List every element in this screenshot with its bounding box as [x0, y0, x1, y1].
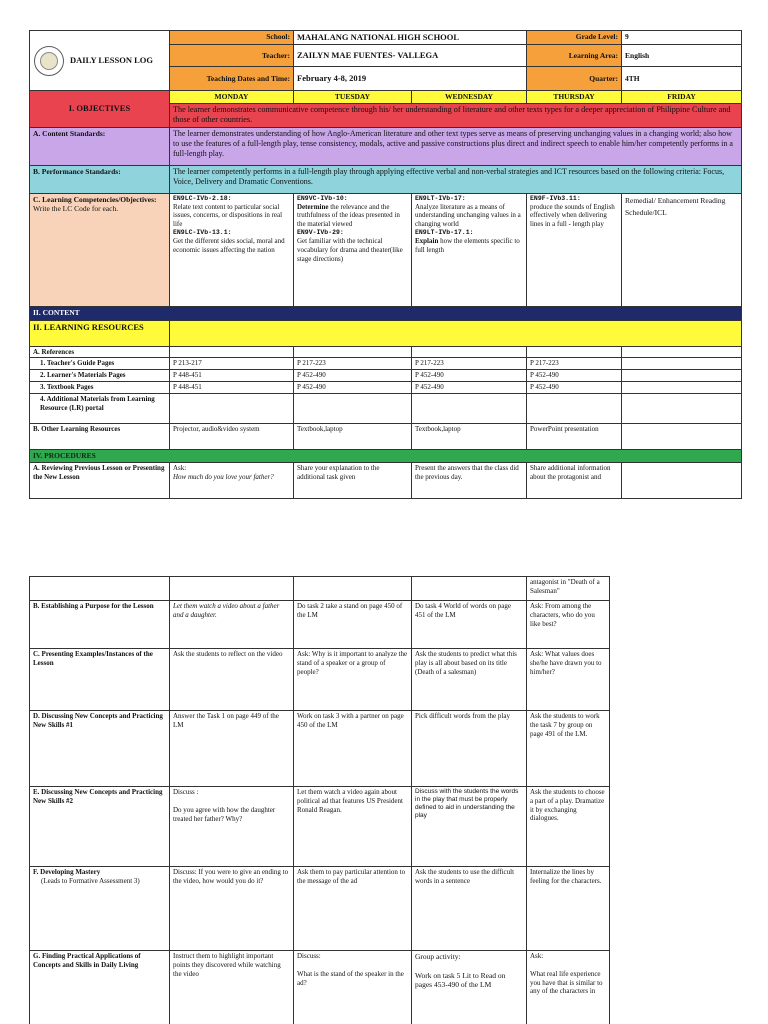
mon-code-1: EN9LC-IVb-2.18:: [173, 194, 232, 202]
lm-tue: P 452-490: [294, 370, 412, 382]
title-cell: [30, 31, 170, 91]
tue-text-1: the relevance and the truthfulness of the ideas presented in the material viewed: [297, 202, 400, 229]
mastery-sub: (Leads to Formative Assessment 3): [41, 876, 140, 885]
mastery-thu: Internalize the lines by feeling for the characters.: [527, 867, 610, 951]
area-value: English: [622, 45, 742, 67]
wed-text-2: how the elements specific to full length: [415, 237, 520, 254]
resources-heading-fill: [170, 320, 742, 346]
discuss1-label: D. Discussing New Concepts and Practicing New Skills #1: [30, 711, 170, 787]
application-wed: [412, 951, 527, 1024]
deped-seal-icon: [34, 46, 64, 76]
competencies-label: C. Learning Competencies/Objectives:: [33, 194, 157, 204]
discuss2-thu: Ask the students to choose a part of a play. Dramatize it by exchanging dialogues.: [527, 787, 610, 867]
tg-wed: P 217-223: [412, 358, 527, 370]
purpose-label: B. Establishing a Purpose for the Lesson: [30, 601, 170, 649]
review-thu-continued: antagonist in "Death of a Salesman": [527, 577, 610, 601]
thu-code-1: EN9F-IVb3.11:: [530, 194, 581, 202]
wed-code-1: EN9LT-IVb-17:: [415, 194, 466, 202]
application-tue-question: What is the stand of the speaker in the ad?: [297, 969, 404, 987]
tue-code-2: EN9V-IVb-29:: [297, 228, 344, 236]
content-standards-text: The learner demonstrates understanding of how Anglo-American literature and other text types serve as means of preserving unchanging values in a changing world; also how to use the features of a full-length play, tense consistency, modals, active and passive constructions plus direct and indirect speech to enable him/her competently performs in a full-length play.: [170, 127, 742, 165]
review-mon: [170, 462, 294, 498]
purpose-wed: Do task 4 World of words on page 451 of the LM: [412, 601, 527, 649]
mon-text-2: Get the different sides social, moral and economic issues affecting the nation: [173, 237, 285, 254]
purpose-mon: Let them watch a video about a father and a daughter.: [170, 601, 294, 649]
discuss2-label: E. Discussing New Concepts and Practicing New Skills #2: [30, 787, 170, 867]
daily-lesson-log-table-page2: [29, 576, 610, 1024]
mon-text-1: Relate text content to particular social issues, concerns, or dispositions in real life: [173, 202, 283, 229]
thu-text-1: produce the sounds of English effectively when delivering lines in a full - length play: [530, 202, 615, 229]
presenting-tue: Ask: Why is it important to analyze the stand of a speaker or a group of people?: [294, 649, 412, 711]
quarter-value: 4TH: [622, 67, 742, 91]
fri-competency: Remedial/ Enhancement Reading Schedule/ICL: [622, 193, 742, 306]
other-wed: Textbook,laptop: [412, 424, 527, 450]
tb-label: 3. Textbook Pages: [30, 382, 170, 394]
grade-label: Grade Level:: [527, 31, 622, 45]
school-label: School:: [170, 31, 294, 45]
application-thu: [527, 951, 610, 1024]
daily-lesson-log-table-page1: [29, 30, 742, 499]
mastery-mon: Discuss: If you were to give an ending to the video, how would you do it?: [170, 867, 294, 951]
mastery-wed: Ask the students to use the difficult words in a sentence: [412, 867, 527, 951]
review-tue: Share your explanation to the additional task given: [294, 462, 412, 498]
day-wednesday: WEDNESDAY: [412, 91, 527, 104]
mon-code-2: EN9LC-IVb-13.1:: [173, 228, 232, 236]
performance-standards-text: The learner competently performs in a full-length play through applying effective verbal and non-verbal strategies and ICT resources based on the following criteria: Focus, Voice, Delivery and Dramatic Conventions.: [170, 165, 742, 193]
wed-code-2: EN9LT-IVb-17.1:: [415, 228, 474, 236]
presenting-label: C. Presenting Examples/Instances of the Lesson: [30, 649, 170, 711]
review-label: A. Reviewing Previous Lesson or Presenting the New Lesson: [30, 462, 170, 498]
discuss1-mon: Answer the Task 1 on page 449 of the LM: [170, 711, 294, 787]
tue-text-2: Get familiar with the technical vocabulary for drama and theater(like stage directions): [297, 237, 403, 263]
tue-code-1: EN9VC-IVb-10:: [297, 194, 348, 202]
presenting-wed: Ask the students to predict what this play is all about based on its title (Death of a salesman): [412, 649, 527, 711]
day-friday: FRIDAY: [622, 91, 742, 104]
lm-mon: P 448-451: [170, 370, 294, 382]
application-thu-heading: Ask:: [530, 952, 544, 960]
tue-keyword-1: Determine: [297, 202, 329, 211]
additional-materials-label: 4. Additional Materials from Learning Resource (LR) portal: [30, 394, 170, 424]
dates-label: Teaching Dates and Time:: [170, 67, 294, 91]
teacher-label: Teacher:: [170, 45, 294, 67]
competencies-sub: Write the LC Code for each.: [33, 204, 119, 214]
wed-keyword-2: Explain: [415, 237, 439, 246]
purpose-thu: Ask: From among the characters, who do you like best?: [527, 601, 610, 649]
content-heading: II. CONTENT: [30, 306, 742, 320]
objectives-text: The learner demonstrates communicative competence through his/ her understanding of literature and other texts types for a deeper appreciation of Philippine Culture and those of other countries.: [170, 103, 742, 127]
discuss2-wed: Discuss with the students the words in the play that must be properly defined to aid in understanding the play: [412, 787, 527, 867]
school-value: MAHALANG NATIONAL HIGH SCHOOL: [294, 31, 527, 45]
quarter-label: Quarter:: [527, 67, 622, 91]
other-thu: PowerPoint presentation: [527, 424, 622, 450]
discuss2-mon-question: Do you agree with how the daughter treated her father? Why?: [173, 805, 276, 823]
tg-mon: P 213-217: [170, 358, 294, 370]
discuss1-wed: Pick difficult words from the play: [412, 711, 527, 787]
tue-competency: [294, 193, 412, 306]
area-label: Learning Area:: [527, 45, 622, 67]
application-tue: [294, 951, 412, 1024]
purpose-tue: Do task 2 take a stand on page 450 of the LM: [294, 601, 412, 649]
day-tuesday: TUESDAY: [294, 91, 412, 104]
application-tue-heading: Discuss:: [297, 952, 321, 960]
other-tue: Textbook,laptop: [294, 424, 412, 450]
other-mon: Projector, audio&video system: [170, 424, 294, 450]
dates-value: February 4-8, 2019: [294, 67, 527, 91]
application-mon: Instruct them to highlight important points they discovered while watching the video: [170, 951, 294, 1024]
performance-standards-label: B. Performance Standards:: [30, 165, 170, 193]
thu-competency: [527, 193, 622, 306]
objectives-heading: I. OBJECTIVES: [30, 91, 170, 128]
presenting-mon: Ask the students to reflect on the video: [170, 649, 294, 711]
tg-label: 1. Teacher's Guide Pages: [30, 358, 170, 370]
day-monday: MONDAY: [170, 91, 294, 104]
day-thursday: THURSDAY: [527, 91, 622, 104]
application-label: G. Finding Practical Applications of Concepts and Skills in Daily Living: [30, 951, 170, 1024]
lm-label: 2. Learner's Materials Pages: [30, 370, 170, 382]
tg-thu: P 217-223: [527, 358, 622, 370]
content-standards-label: A. Content Standards:: [30, 127, 170, 165]
lm-thu: P 452-490: [527, 370, 622, 382]
wed-competency: [412, 193, 527, 306]
tb-wed: P 452-490: [412, 382, 527, 394]
application-thu-question: What real life experience you have that is similar to any of the characters in: [530, 969, 603, 996]
references-label: A. References: [30, 346, 170, 358]
mastery-label: F. Developing Mastery: [33, 868, 101, 876]
procedures-heading: IV. PROCEDURES: [30, 450, 742, 463]
wed-text-1: Analyze literature as a means of understanding unchanging values in a changing world: [415, 202, 521, 229]
discuss2-mon: [170, 787, 294, 867]
discuss1-tue: Work on task 3 with a partner on page 450 of the LM: [294, 711, 412, 787]
discuss2-tue: Let them watch a video again about political ad that features US President Ronald Reagan.: [294, 787, 412, 867]
discuss1-thu: Ask the students to work the task 7 by group on page 491 of the LM.: [527, 711, 610, 787]
other-resources-label: B. Other Learning Resources: [30, 424, 170, 450]
tb-thu: P 452-490: [527, 382, 622, 394]
doc-title: DAILY LESSON LOG: [70, 55, 153, 66]
review-mon-ask: Ask:: [173, 463, 187, 472]
mastery-tue: Ask them to pay particular attention to the message of the ad: [294, 867, 412, 951]
application-wed-heading: Group activity:: [415, 952, 461, 961]
mastery-label-cell: [30, 867, 170, 951]
lm-wed: P 452-490: [412, 370, 527, 382]
review-mon-question: How much do you love your father?: [173, 472, 274, 481]
grade-value: 9: [622, 31, 742, 45]
presenting-thu: Ask: What values does she/he have drawn you to him/her?: [527, 649, 610, 711]
teacher-value: ZAILYN MAE FUENTES- VALLEGA: [294, 45, 527, 67]
competencies-label-cell: [30, 193, 170, 306]
tb-tue: P 452-490: [294, 382, 412, 394]
application-wed-task: Work on task 5 Lit to Read on pages 453-490 of the LM: [415, 970, 506, 990]
tg-tue: P 217-223: [294, 358, 412, 370]
review-thu: Share additional information about the protagonist and: [527, 462, 622, 498]
resources-heading: II. LEARNING RESOURCES: [30, 320, 170, 346]
review-wed: Present the answers that the class did the previous day.: [412, 462, 527, 498]
mon-competency: [170, 193, 294, 306]
discuss2-mon-heading: Discuss :: [173, 788, 199, 796]
tb-mon: P 448-451: [170, 382, 294, 394]
